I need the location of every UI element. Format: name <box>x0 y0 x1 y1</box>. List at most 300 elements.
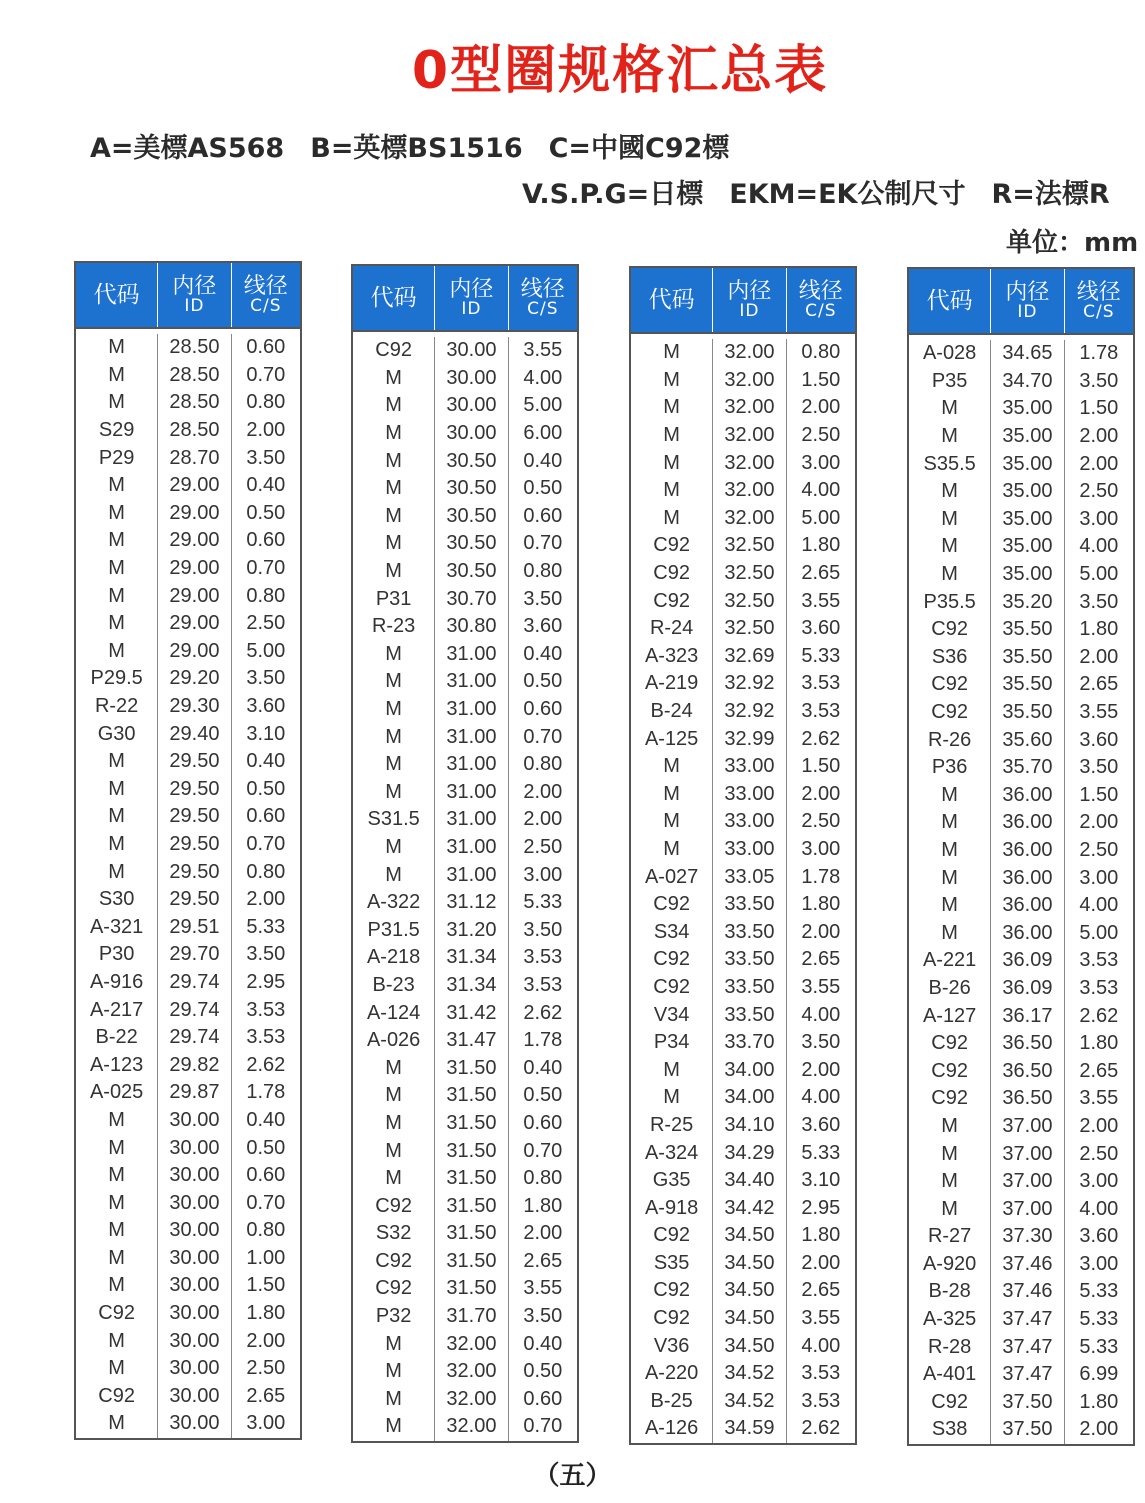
cell-code: A-028 <box>909 340 991 368</box>
cell-cross-section: 3.60 <box>801 617 841 640</box>
table-row <box>353 1275 577 1303</box>
cell-code: M <box>909 892 991 920</box>
cell-inner-diameter: 29.00 <box>158 527 231 555</box>
cell-code: M <box>631 781 713 809</box>
cell-inner-diameter: 37.00 <box>991 1168 1064 1196</box>
cell-code: M <box>76 1272 158 1300</box>
table-row <box>909 1030 1133 1058</box>
table-row <box>76 1272 300 1300</box>
cell-inner-diameter: 29.74 <box>158 996 231 1024</box>
header-id-en: ID <box>739 300 760 321</box>
cell-cross-section: 3.60 <box>801 1113 841 1136</box>
cell-cross-section: 0.40 <box>246 474 286 497</box>
cell-code: B-26 <box>909 975 991 1003</box>
cell-inner-diameter: 28.50 <box>158 334 231 362</box>
cell-inner-diameter: 31.50 <box>435 1165 508 1193</box>
cell-cross-section: 3.60 <box>246 695 286 718</box>
cell-cross-section: 5.33 <box>523 891 563 914</box>
cell-code: C92 <box>353 1275 435 1303</box>
cell-inner-diameter: 28.70 <box>158 444 231 472</box>
cell-inner-diameter: 29.00 <box>158 610 231 638</box>
cell-cross-section: 2.00 <box>523 808 563 831</box>
cell-cross-section: 5.00 <box>1079 921 1119 944</box>
table-row <box>76 638 300 666</box>
table-row <box>76 1245 300 1273</box>
table-body <box>631 334 855 1443</box>
cell-cross-section: 0.50 <box>523 477 563 500</box>
cell-code: M <box>353 503 435 531</box>
table-row <box>909 1306 1133 1334</box>
cell-code: M <box>76 803 158 831</box>
table-row <box>76 389 300 417</box>
cell-cross-section: 0.70 <box>523 1139 563 1162</box>
table-row <box>631 560 855 588</box>
cell-cross-section: 1.80 <box>1079 1390 1119 1413</box>
cell-code: M <box>353 1386 435 1414</box>
cell-code: G35 <box>631 1167 713 1195</box>
table-row <box>76 886 300 914</box>
cell-cross-section: 0.50 <box>523 1360 563 1383</box>
cell-inner-diameter: 30.00 <box>158 1245 231 1273</box>
cell-cross-section: 1.80 <box>1079 1032 1119 1055</box>
cell-code: M <box>76 1162 158 1190</box>
table-row <box>631 891 855 919</box>
cell-inner-diameter: 33.00 <box>713 808 786 836</box>
cell-inner-diameter: 34.52 <box>713 1360 786 1388</box>
cell-cross-section: 3.55 <box>523 1277 563 1300</box>
table-row <box>76 1107 300 1135</box>
cell-code: A-401 <box>909 1361 991 1389</box>
cell-cross-section: 3.00 <box>246 1412 286 1435</box>
cell-code: M <box>909 478 991 506</box>
cell-code: M <box>909 919 991 947</box>
table-row <box>631 1305 855 1333</box>
cell-cross-section: 2.62 <box>246 1053 286 1076</box>
table-row <box>909 1278 1133 1306</box>
cell-inner-diameter: 34.52 <box>713 1388 786 1416</box>
table-row <box>631 946 855 974</box>
cell-cross-section: 3.60 <box>1079 728 1119 751</box>
table-row <box>631 1360 855 1388</box>
cell-cross-section: 3.53 <box>523 946 563 969</box>
table-row <box>909 506 1133 534</box>
table-row <box>631 1277 855 1305</box>
table-row <box>76 1079 300 1107</box>
table-row <box>631 1332 855 1360</box>
cell-inner-diameter: 34.50 <box>713 1332 786 1360</box>
cell-inner-diameter: 29.70 <box>158 941 231 969</box>
header-cross-section <box>232 263 300 327</box>
cell-code: A-123 <box>76 1051 158 1079</box>
table-row <box>353 392 577 420</box>
cell-cross-section: 1.80 <box>246 1302 286 1325</box>
cell-cross-section: 2.62 <box>1079 1004 1119 1027</box>
table-row <box>353 365 577 393</box>
cell-cross-section: 3.00 <box>1079 1252 1119 1275</box>
cell-cross-section: 2.00 <box>801 1251 841 1274</box>
header-cs-en: C/S <box>805 300 837 321</box>
header-id-zh: 内径 <box>727 278 772 304</box>
table-row <box>909 478 1133 506</box>
cell-code: M <box>353 392 435 420</box>
table-row <box>76 1134 300 1162</box>
cell-inner-diameter: 29.50 <box>158 831 231 859</box>
cell-code: V34 <box>631 1001 713 1029</box>
cell-cross-section: 2.00 <box>1079 1418 1119 1441</box>
table-row <box>631 753 855 781</box>
table-row <box>909 1195 1133 1223</box>
table-row <box>909 340 1133 368</box>
cell-inner-diameter: 33.00 <box>713 781 786 809</box>
cell-code: C92 <box>631 560 713 588</box>
cell-inner-diameter: 30.00 <box>158 1107 231 1135</box>
cell-cross-section: 3.53 <box>1079 976 1119 999</box>
cell-inner-diameter: 31.47 <box>435 1027 508 1055</box>
cell-cross-section: 5.33 <box>1079 1335 1119 1358</box>
table-row <box>909 1389 1133 1417</box>
cell-inner-diameter: 37.50 <box>991 1389 1064 1417</box>
cell-code: M <box>76 1189 158 1217</box>
cell-inner-diameter: 30.50 <box>435 447 508 475</box>
cell-code: A-322 <box>353 889 435 917</box>
table-row <box>353 1027 577 1055</box>
cell-code: M <box>909 561 991 589</box>
cell-cross-section: 0.60 <box>246 805 286 828</box>
cell-inner-diameter: 37.46 <box>991 1251 1064 1279</box>
header-code: 代码 <box>909 269 991 333</box>
cell-cross-section: 3.53 <box>523 973 563 996</box>
cell-code: M <box>76 831 158 859</box>
cell-inner-diameter: 34.65 <box>991 340 1064 368</box>
table-header <box>909 269 1133 335</box>
cell-inner-diameter: 36.50 <box>991 1057 1064 1085</box>
cell-code: C92 <box>909 1030 991 1058</box>
cell-cross-section: 0.50 <box>246 1136 286 1159</box>
table-row <box>76 748 300 776</box>
cell-code: S31.5 <box>353 806 435 834</box>
cell-cross-section: 1.50 <box>1079 397 1119 420</box>
header-cs-zh: 线径 <box>798 278 843 304</box>
cell-code: M <box>353 751 435 779</box>
cell-cross-section: 4.00 <box>801 1003 841 1026</box>
table-row <box>909 1333 1133 1361</box>
cell-inner-diameter: 31.00 <box>435 751 508 779</box>
cell-cross-section: 2.00 <box>246 419 286 442</box>
cell-cross-section: 3.50 <box>523 918 563 941</box>
cell-inner-diameter: 36.00 <box>991 892 1064 920</box>
cell-cross-section: 0.60 <box>246 529 286 552</box>
cell-cross-section: 5.00 <box>1079 563 1119 586</box>
cell-inner-diameter: 37.00 <box>991 1140 1064 1168</box>
cell-code: M <box>76 1107 158 1135</box>
cell-inner-diameter: 34.10 <box>713 1112 786 1140</box>
cell-inner-diameter: 29.00 <box>158 582 231 610</box>
cell-inner-diameter: 35.00 <box>991 395 1064 423</box>
header-cross-section <box>509 266 577 330</box>
cell-code: M <box>353 861 435 889</box>
table-row <box>353 696 577 724</box>
cell-code: C92 <box>631 946 713 974</box>
table-row <box>76 1051 300 1079</box>
cell-cross-section: 2.00 <box>801 396 841 419</box>
table-row <box>353 834 577 862</box>
table-row <box>631 394 855 422</box>
table-row <box>353 1165 577 1193</box>
cell-inner-diameter: 30.00 <box>158 1355 231 1383</box>
cell-code: P31.5 <box>353 916 435 944</box>
table-row <box>353 530 577 558</box>
cell-code: A-221 <box>909 947 991 975</box>
cell-code: M <box>76 1355 158 1383</box>
table-row <box>631 615 855 643</box>
cell-code: A-219 <box>631 670 713 698</box>
cell-cross-section: 0.40 <box>523 449 563 472</box>
table-row <box>353 1054 577 1082</box>
table-row <box>353 779 577 807</box>
header-inner-diameter <box>991 269 1064 333</box>
standard-legend-line-2 <box>522 172 1110 211</box>
cell-code: M <box>353 1165 435 1193</box>
cell-inner-diameter: 33.00 <box>713 836 786 864</box>
cell-code: C92 <box>631 1222 713 1250</box>
table-row <box>631 1139 855 1167</box>
cell-code: M <box>909 1140 991 1168</box>
cell-code: C92 <box>631 587 713 615</box>
header-code: 代码 <box>631 268 713 332</box>
table-row <box>909 450 1133 478</box>
cell-inner-diameter: 33.50 <box>713 918 786 946</box>
table-body <box>353 332 577 1441</box>
cell-code: M <box>353 779 435 807</box>
cell-code: S29 <box>76 417 158 445</box>
cell-inner-diameter: 29.40 <box>158 720 231 748</box>
header-id-en: ID <box>461 298 482 319</box>
cell-code: P29 <box>76 444 158 472</box>
table-row <box>76 444 300 472</box>
cell-inner-diameter: 34.00 <box>713 1084 786 1112</box>
cell-code: R-24 <box>631 615 713 643</box>
cell-inner-diameter: 34.50 <box>713 1222 786 1250</box>
spec-table-4 <box>907 267 1135 1446</box>
cell-cross-section: 0.50 <box>523 1084 563 1107</box>
cell-cross-section: 1.50 <box>246 1274 286 1297</box>
cell-inner-diameter: 29.00 <box>158 555 231 583</box>
cell-cross-section: 3.53 <box>246 998 286 1021</box>
table-row <box>909 782 1133 810</box>
cell-cross-section: 5.33 <box>801 644 841 667</box>
table-row <box>631 422 855 450</box>
cell-code: C92 <box>76 1383 158 1411</box>
cell-code: M <box>631 753 713 781</box>
cell-cross-section: 1.50 <box>801 368 841 391</box>
cell-cross-section: 2.00 <box>523 780 563 803</box>
table-row <box>909 616 1133 644</box>
cell-code: M <box>76 1327 158 1355</box>
table-body <box>909 335 1133 1444</box>
cell-code: M <box>353 447 435 475</box>
cell-cross-section: 4.00 <box>1079 535 1119 558</box>
cell-code: M <box>76 858 158 886</box>
cell-cross-section: 2.00 <box>801 782 841 805</box>
table-row <box>631 1415 855 1443</box>
cell-cross-section: 2.00 <box>523 1222 563 1245</box>
cell-code: M <box>631 808 713 836</box>
table-row <box>909 1140 1133 1168</box>
cell-cross-section: 0.80 <box>523 753 563 776</box>
cell-inner-diameter: 36.09 <box>991 975 1064 1003</box>
cell-code: M <box>76 610 158 638</box>
cell-code: A-127 <box>909 1002 991 1030</box>
cell-code: S32 <box>353 1220 435 1248</box>
cell-code: M <box>76 1410 158 1438</box>
cell-cross-section: 1.50 <box>801 755 841 778</box>
cell-code: A-321 <box>76 913 158 941</box>
cell-code: M <box>76 1134 158 1162</box>
cell-code: M <box>631 449 713 477</box>
cell-inner-diameter: 29.74 <box>158 969 231 997</box>
cell-cross-section: 2.50 <box>246 1357 286 1380</box>
cell-code: A-920 <box>909 1251 991 1279</box>
cell-cross-section: 3.50 <box>523 587 563 610</box>
header-id-zh: 内径 <box>1005 279 1050 305</box>
header-code: 代码 <box>76 263 158 327</box>
cell-code: C92 <box>631 532 713 560</box>
table-row <box>909 864 1133 892</box>
table-row <box>631 698 855 726</box>
cell-inner-diameter: 31.00 <box>435 696 508 724</box>
cell-inner-diameter: 34.70 <box>991 368 1064 396</box>
legend-item: C=中國C92標 <box>548 133 730 164</box>
cell-inner-diameter: 31.00 <box>435 806 508 834</box>
cell-code: P36 <box>909 754 991 782</box>
table-row <box>909 1361 1133 1389</box>
cell-cross-section: 4.00 <box>801 1086 841 1109</box>
cell-code: M <box>909 1168 991 1196</box>
header-cross-section <box>787 268 855 332</box>
cell-inner-diameter: 33.50 <box>713 1001 786 1029</box>
cell-code: M <box>909 506 991 534</box>
table-row <box>631 725 855 753</box>
cell-cross-section: 5.00 <box>523 394 563 417</box>
cell-inner-diameter: 31.34 <box>435 972 508 1000</box>
cell-code: R-22 <box>76 693 158 721</box>
cell-inner-diameter: 32.00 <box>713 505 786 533</box>
cell-code: M <box>631 367 713 395</box>
cell-inner-diameter: 35.00 <box>991 506 1064 534</box>
cell-cross-section: 0.60 <box>246 336 286 359</box>
cell-inner-diameter: 36.00 <box>991 864 1064 892</box>
cell-code: P31 <box>353 585 435 613</box>
cell-inner-diameter: 32.92 <box>713 698 786 726</box>
cell-cross-section: 0.80 <box>801 341 841 364</box>
cell-inner-diameter: 34.40 <box>713 1167 786 1195</box>
cell-inner-diameter: 31.34 <box>435 944 508 972</box>
cell-inner-diameter: 35.70 <box>991 754 1064 782</box>
cell-code: B-23 <box>353 972 435 1000</box>
table-row <box>76 969 300 997</box>
cell-inner-diameter: 29.82 <box>158 1051 231 1079</box>
cell-cross-section: 0.70 <box>523 1415 563 1438</box>
cell-inner-diameter: 32.00 <box>713 449 786 477</box>
cell-cross-section: 0.50 <box>523 670 563 693</box>
cell-cross-section: 4.00 <box>523 366 563 389</box>
cell-code: M <box>353 834 435 862</box>
cell-code: M <box>353 475 435 503</box>
cell-code: M <box>353 1413 435 1441</box>
cell-cross-section: 3.50 <box>246 943 286 966</box>
table-row <box>631 808 855 836</box>
cell-code: P29.5 <box>76 665 158 693</box>
cell-inner-diameter: 31.00 <box>435 668 508 696</box>
cell-code: M <box>631 1084 713 1112</box>
cell-code: P35.5 <box>909 588 991 616</box>
cell-inner-diameter: 34.50 <box>713 1305 786 1333</box>
cell-cross-section: 0.80 <box>523 560 563 583</box>
cell-cross-section: 2.00 <box>1079 811 1119 834</box>
table-row <box>353 585 577 613</box>
table-row <box>353 1413 577 1441</box>
table-row <box>909 1085 1133 1113</box>
table-row <box>353 1192 577 1220</box>
cell-inner-diameter: 30.00 <box>158 1162 231 1190</box>
cell-cross-section: 3.50 <box>523 1305 563 1328</box>
cell-cross-section: 3.50 <box>246 667 286 690</box>
table-row <box>76 720 300 748</box>
cell-inner-diameter: 32.00 <box>435 1413 508 1441</box>
table-row <box>909 644 1133 672</box>
header-id-zh: 内径 <box>172 273 217 299</box>
table-row <box>353 944 577 972</box>
cell-cross-section: 5.33 <box>801 1141 841 1164</box>
cell-inner-diameter: 34.50 <box>713 1250 786 1278</box>
cell-code: P34 <box>631 1029 713 1057</box>
cell-cross-section: 1.80 <box>1079 618 1119 641</box>
cell-inner-diameter: 29.50 <box>158 748 231 776</box>
cell-code: A-918 <box>631 1194 713 1222</box>
table-row <box>353 916 577 944</box>
cell-cross-section: 3.53 <box>801 1389 841 1412</box>
table-row <box>76 693 300 721</box>
table-row <box>353 337 577 365</box>
page-title: 0型圈规格汇总表 <box>411 41 829 101</box>
cell-cross-section: 3.55 <box>1079 1087 1119 1110</box>
header-cross-section <box>1065 269 1133 333</box>
cell-cross-section: 0.40 <box>246 1108 286 1131</box>
cell-cross-section: 1.80 <box>801 1224 841 1247</box>
table-row <box>353 503 577 531</box>
cell-code: S35.5 <box>909 450 991 478</box>
cell-code: S36 <box>909 644 991 672</box>
table-row <box>909 809 1133 837</box>
cell-code: V36 <box>631 1332 713 1360</box>
cell-inner-diameter: 35.50 <box>991 671 1064 699</box>
cell-code: M <box>631 836 713 864</box>
cell-code: M <box>631 1056 713 1084</box>
cell-code: M <box>909 837 991 865</box>
cell-code: S38 <box>909 1416 991 1444</box>
cell-code: C92 <box>631 1305 713 1333</box>
table-row <box>76 1383 300 1411</box>
cell-inner-diameter: 37.00 <box>991 1113 1064 1141</box>
cell-code: R-23 <box>353 613 435 641</box>
cell-code: M <box>909 782 991 810</box>
cell-cross-section: 3.60 <box>1079 1225 1119 1248</box>
cell-code: B-28 <box>909 1278 991 1306</box>
cell-inner-diameter: 29.87 <box>158 1079 231 1107</box>
cell-inner-diameter: 32.50 <box>713 615 786 643</box>
cell-code: M <box>909 1195 991 1223</box>
cell-cross-section: 3.00 <box>1079 1170 1119 1193</box>
